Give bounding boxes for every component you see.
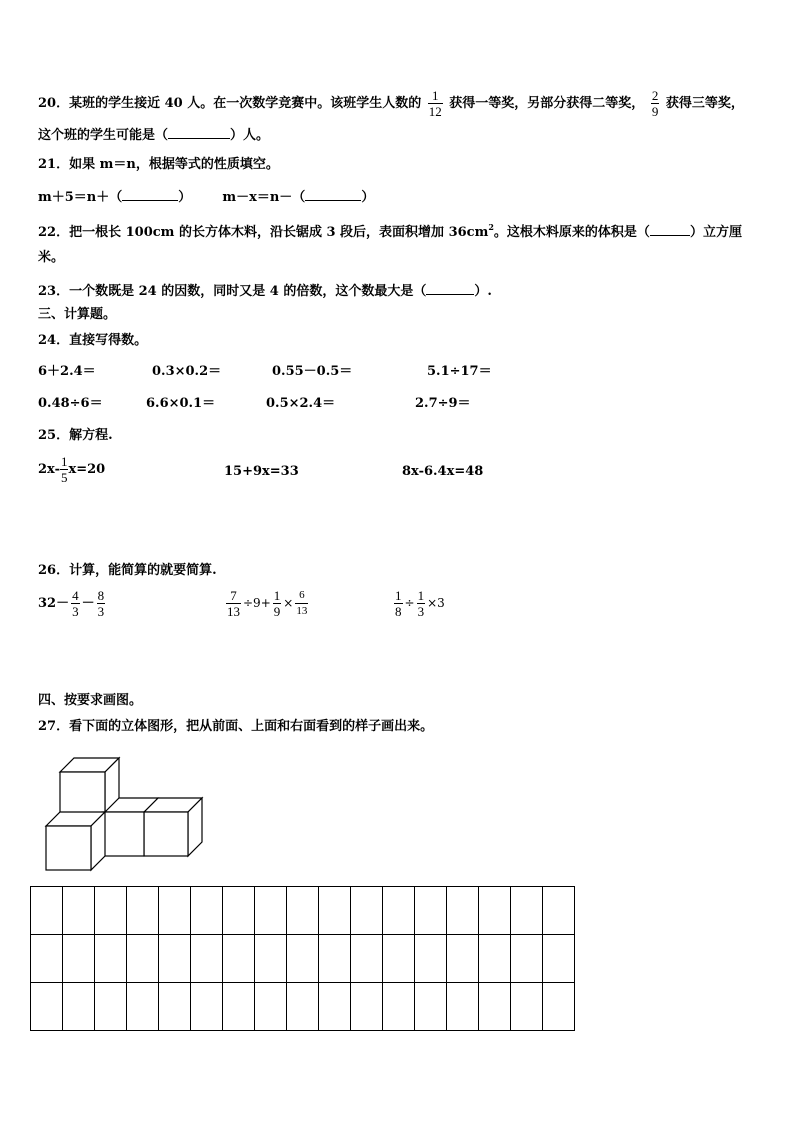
- q21-equations: [38, 188, 374, 206]
- q22-text-1: 22．把一根长 100cm 的长方体木料，沿长锯成 3 段后，表面积增加 36cm: [38, 225, 489, 240]
- grid-cell[interactable]: [287, 935, 319, 983]
- q26-title: 26．计算，能简算的就要简算.: [38, 563, 217, 578]
- grid-cell[interactable]: [31, 887, 63, 935]
- q20-text-4: 这个班的学生可能是（: [38, 128, 169, 143]
- section-4-heading: 四、按要求画图。: [38, 693, 143, 708]
- grid-cell[interactable]: [127, 887, 159, 935]
- grid-cell[interactable]: [351, 935, 383, 983]
- q24-r1-c2: 0.3×0.2＝: [152, 364, 222, 379]
- expr-operator: ÷9+: [243, 596, 271, 610]
- grid-cell[interactable]: [95, 983, 127, 1031]
- eq-text: 2x-: [38, 462, 60, 477]
- grid-cell[interactable]: [223, 887, 255, 935]
- grid-cell[interactable]: [415, 983, 447, 1031]
- grid-cell[interactable]: [351, 887, 383, 935]
- grid-cell[interactable]: [543, 887, 575, 935]
- grid-cell[interactable]: [479, 983, 511, 1031]
- q26-expression-2: [224, 588, 310, 619]
- fraction-1-12: [428, 88, 443, 119]
- expr-operator: ×3: [427, 596, 445, 610]
- grid-cell[interactable]: [351, 983, 383, 1031]
- cube-figure: [40, 752, 220, 874]
- answer-blank[interactable]: [168, 126, 230, 139]
- grid-cell[interactable]: [543, 983, 575, 1031]
- frac-den: 3: [97, 604, 105, 619]
- eq-text: x=20: [68, 462, 106, 477]
- frac-num: 1: [60, 454, 68, 469]
- fraction-7-13: [226, 588, 241, 619]
- q22-line1: [38, 219, 742, 241]
- superscript: 2: [488, 222, 494, 232]
- grid-cell[interactable]: [223, 983, 255, 1031]
- grid-row: [31, 935, 575, 983]
- grid-cell[interactable]: [255, 887, 287, 935]
- grid-cell[interactable]: [319, 983, 351, 1031]
- answer-blank[interactable]: [650, 223, 690, 236]
- grid-cell[interactable]: [383, 983, 415, 1031]
- q24-r1-c3: 0.55－0.5＝: [272, 364, 353, 379]
- q20-text-2: 获得一等奖，另部分获得二等奖，: [449, 96, 645, 111]
- fraction-4-3: [71, 588, 80, 619]
- grid-cell[interactable]: [479, 935, 511, 983]
- frac-den: 12: [428, 104, 442, 119]
- frac-den: 3: [72, 604, 79, 619]
- frac-den: 9: [651, 104, 659, 119]
- grid-row: [31, 983, 575, 1031]
- q23-text-2: ）.: [474, 284, 492, 299]
- expr-operator: ×: [283, 596, 294, 610]
- frac-den: 13: [296, 605, 308, 617]
- q26-expression-1: [38, 588, 107, 619]
- grid-row: [31, 887, 575, 935]
- q25-title: 25．解方程.: [38, 428, 113, 443]
- q21-eq2-left: m－x＝n－（: [222, 190, 306, 205]
- frac-num: 2: [651, 88, 659, 103]
- q22-line2: 米。: [38, 250, 65, 265]
- q24-r2-c4: 2.7÷9＝: [415, 396, 471, 411]
- grid-cell[interactable]: [447, 935, 479, 983]
- q24-r1-c1: 6＋2.4＝: [38, 364, 96, 379]
- grid-cell[interactable]: [63, 935, 95, 983]
- q21-eq2-right: ）: [361, 190, 375, 205]
- q22-text-3: ）立方厘: [689, 225, 742, 240]
- frac-num: 1: [417, 588, 425, 603]
- frac-den: 5: [60, 470, 68, 485]
- answer-blank[interactable]: [426, 282, 474, 295]
- grid-cell[interactable]: [543, 935, 575, 983]
- grid-cell[interactable]: [511, 935, 543, 983]
- q25-equation-2: 15+9x=33: [224, 464, 299, 479]
- frac-den: 8: [395, 604, 402, 619]
- grid-cell[interactable]: [511, 887, 543, 935]
- grid-cell[interactable]: [63, 983, 95, 1031]
- frac-num: 7: [230, 588, 237, 603]
- q23-text: [38, 282, 492, 300]
- answer-blank[interactable]: [305, 188, 361, 201]
- expr-text: 32－: [38, 596, 70, 611]
- q23-text-1: 23．一个数既是 24 的因数，同时又是 4 的倍数，这个数最大是（: [38, 284, 427, 299]
- q20-text-5: ）人。: [230, 128, 270, 143]
- grid-cell[interactable]: [479, 887, 511, 935]
- fraction-2-9: [651, 88, 660, 119]
- grid-cell[interactable]: [95, 935, 127, 983]
- q24-r2-c1: 0.48÷6＝: [38, 396, 103, 411]
- grid-cell[interactable]: [127, 983, 159, 1031]
- grid-cell[interactable]: [127, 935, 159, 983]
- q25-equation-1: [38, 454, 105, 485]
- frac-num: 4: [72, 588, 79, 603]
- frac-den: 13: [227, 604, 240, 619]
- q20-line2: [38, 126, 269, 144]
- grid-cell[interactable]: [31, 935, 63, 983]
- q21-text: 21．如果 m＝n，根据等式的性质填空。: [38, 157, 279, 172]
- q20-line1: [38, 88, 744, 119]
- grid-cell[interactable]: [383, 935, 415, 983]
- frac-num: 8: [97, 588, 105, 603]
- q25-equation-3: 8x-6.4x=48: [402, 464, 484, 479]
- q26-expression-3: [392, 588, 445, 619]
- grid-cell[interactable]: [191, 935, 223, 983]
- fraction-1-9: [273, 588, 282, 619]
- drawing-grid[interactable]: [30, 886, 575, 1031]
- frac-num: 1: [395, 588, 402, 603]
- grid-cell[interactable]: [159, 983, 191, 1031]
- q24-r2-c2: 6.6×0.1＝: [146, 396, 216, 411]
- fraction-6-13: [295, 588, 308, 619]
- q27-text: 27．看下面的立体图形，把从前面、上面和右面看到的样子画出来。: [38, 719, 434, 734]
- grid-cell[interactable]: [383, 887, 415, 935]
- fraction-8-3: [97, 588, 106, 619]
- grid-cell[interactable]: [255, 983, 287, 1031]
- frac-num: 1: [432, 88, 439, 103]
- q24-r2-c3: 0.5×2.4＝: [266, 396, 336, 411]
- grid-cell[interactable]: [447, 887, 479, 935]
- grid-cell[interactable]: [159, 887, 191, 935]
- grid-cell[interactable]: [415, 935, 447, 983]
- expr-operator: ÷: [404, 596, 415, 610]
- q20-text-1: 20．某班的学生接近 40 人。在一次数学竞赛中。该班学生人数的: [38, 96, 422, 111]
- section-3-heading: 三、计算题。: [38, 307, 117, 322]
- grid-cell[interactable]: [319, 935, 351, 983]
- q20-text-3: 获得三等奖，: [665, 96, 744, 111]
- fraction-1-3: [417, 588, 426, 619]
- grid-cell[interactable]: [447, 983, 479, 1031]
- grid-cell[interactable]: [287, 983, 319, 1031]
- fraction-1-8: [394, 588, 403, 619]
- grid-cell[interactable]: [415, 887, 447, 935]
- grid-cell[interactable]: [255, 935, 287, 983]
- grid-cell[interactable]: [63, 887, 95, 935]
- grid-cell[interactable]: [319, 887, 351, 935]
- q22-text-2: 。这根木料原来的体积是（: [493, 225, 650, 240]
- frac-num: 6: [299, 589, 305, 601]
- q24-title: 24．直接写得数。: [38, 333, 148, 348]
- q24-r1-c4: 5.1÷17＝: [427, 364, 492, 379]
- grid-cell[interactable]: [191, 887, 223, 935]
- answer-blank[interactable]: [122, 188, 178, 201]
- grid-cell[interactable]: [191, 983, 223, 1031]
- grid-cell[interactable]: [159, 935, 191, 983]
- q21-eq1-left: m＋5＝n＋（: [38, 190, 123, 205]
- grid-cell[interactable]: [223, 935, 255, 983]
- grid-cell[interactable]: [95, 887, 127, 935]
- grid-cell[interactable]: [511, 983, 543, 1031]
- frac-den: 3: [417, 604, 425, 619]
- grid-cell[interactable]: [287, 887, 319, 935]
- q21-eq1-right: ）: [178, 190, 192, 205]
- frac-num: 1: [273, 588, 281, 603]
- frac-den: 9: [273, 604, 281, 619]
- grid-cell[interactable]: [31, 983, 63, 1031]
- expr-operator: －: [81, 596, 95, 611]
